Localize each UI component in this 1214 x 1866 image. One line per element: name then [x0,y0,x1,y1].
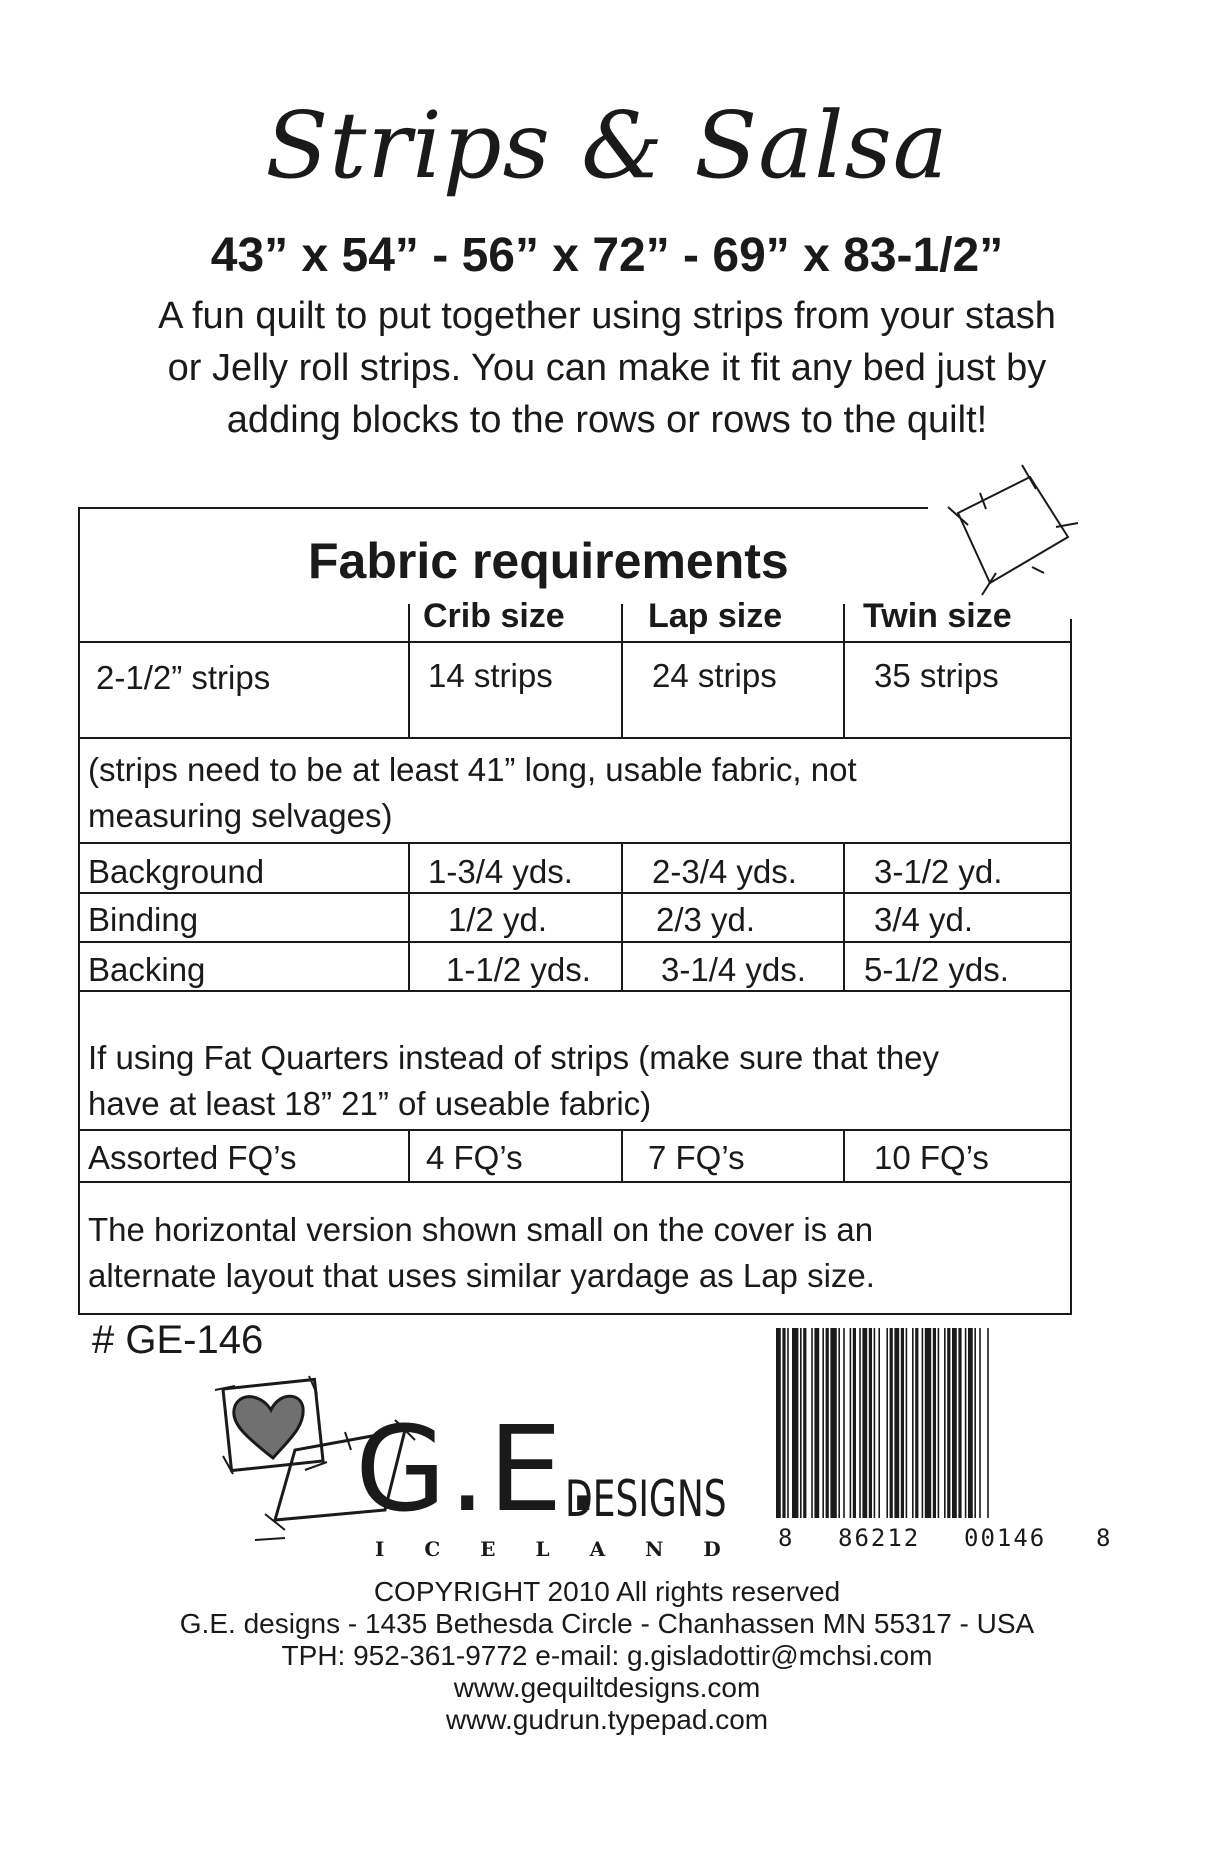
header-crib: Crib size [423,597,565,635]
strips-twin: 35 strips [874,657,999,694]
barcode-bar [915,1328,918,1518]
barcode-bar [803,1328,806,1518]
barcode-bar [933,1328,936,1518]
logo-country-text: ICELAND [375,1537,761,1561]
barcode-bar [886,1328,888,1518]
barcode-bar [974,1328,976,1518]
backing-label: Backing [88,951,206,988]
intro-line: adding blocks to the rows or rows to the quilt! [226,399,988,441]
barcode-bar [862,1328,867,1518]
website-line: www.gequiltdesigns.com [453,1672,761,1703]
fq-label: Assorted FQ’s [88,1139,297,1176]
barcode-bar [925,1328,931,1518]
barcode-bar [894,1328,899,1518]
background-crib: 1-3/4 yds. [428,853,573,890]
website-line: www.gudrun.typepad.com [445,1704,769,1735]
barcode-bar [800,1328,802,1518]
fq-lap: 7 FQ’s [648,1139,745,1176]
fabric-requirements-table [78,507,1072,1315]
barcode-bar [922,1328,924,1518]
header-lap: Lap size [648,597,783,635]
contact-line: TPH: 952-361-9772 e-mail: g.gisladottir@mchsi.com [281,1640,933,1671]
alternate-layout-note: The horizontal version shown small on the cover is an alternate layout that uses similar yardage as Lap size. [88,1211,875,1294]
barcode-bar [830,1328,836,1518]
intro-line: A fun quilt to put together using strips from your stash [158,295,1056,337]
barcode-bar [901,1328,904,1518]
background-label: Background [88,853,265,890]
barcode-bar [787,1328,789,1518]
barcode-bar [814,1328,819,1518]
barcode-bar [838,1328,840,1518]
background-twin: 3-1/2 yd. [874,853,1003,890]
barcode-bar [878,1328,880,1518]
barcode-bar [782,1328,785,1518]
binding-lap: 2/3 yd. [656,901,756,938]
fat-quarters-note: If using Fat Quarters instead of strips (make sure that they have at least 18” 21” of useable fabric) [88,1039,940,1122]
barcode-bar [965,1328,967,1518]
header-twin: Twin size [863,597,1012,635]
barcode [768,1328,1118,1558]
logo-designs-text: DESIGNS [565,1470,727,1528]
pattern-code: # GE-146 [92,1318,264,1362]
logo-ge-text: G.E. [355,1400,605,1538]
strips-crib: 14 strips [428,657,553,694]
binding-twin: 3/4 yd. [874,901,974,938]
quilt-sizes: 43” x 54” - 56” x 72” - 69” x 83-1/2” [210,229,1004,282]
backing-lap: 3-1/4 yds. [661,951,806,988]
barcode-bar [968,1328,973,1518]
strips-label: 2-1/2” strips [96,659,271,696]
binding-label: Binding [88,901,199,938]
barcode-bar [906,1328,908,1518]
intro-text [70,290,1144,446]
barcode-bar [947,1328,950,1518]
strips-lap: 24 strips [652,657,777,694]
barcode-right-group: 00146 [964,1524,1047,1552]
barcode-bar [826,1328,829,1518]
address-line: G.E. designs - 1435 Bethesda Circle - Chanhassen MN 55317 - USA [179,1608,1035,1639]
table-title: Fabric requirements [308,533,789,589]
intro-line: or Jelly roll strips. You can make it fit any bed just by [167,347,1047,389]
barcode-bar [843,1328,845,1518]
fq-crib: 4 FQ’s [426,1139,523,1176]
barcode-right-digit: 8 [1096,1524,1111,1552]
backing-crib: 1-1/2 yds. [446,951,591,988]
binding-crib: 1/2 yd. [448,901,548,938]
barcode-bar [890,1328,893,1518]
strips-note: (strips need to be at least 41” long, usable fabric, not measuring selvages) [88,751,857,834]
pattern-title: Strips & Salsa [265,92,949,199]
barcode-bar [822,1328,824,1518]
barcode-bar [987,1328,989,1518]
barcode-bar [958,1328,961,1518]
backing-twin: 5-1/2 yds. [864,951,1009,988]
barcode-bar [811,1328,813,1518]
barcode-bar [776,1328,781,1518]
barcode-bar [850,1328,852,1518]
barcode-bar [938,1328,940,1518]
barcode-bar [792,1328,798,1518]
barcode-bar [912,1328,914,1518]
barcode-bar [874,1328,876,1518]
fq-twin: 10 FQ’s [874,1139,989,1176]
barcode-bar [944,1328,946,1518]
barcode-left-digit: 8 [778,1524,793,1552]
barcode-bar [952,1328,957,1518]
copyright-line: COPYRIGHT 2010 All rights reserved [373,1576,841,1607]
barcode-bar [859,1328,861,1518]
barcode-bar [869,1328,872,1518]
barcode-left-group: 86212 [838,1524,921,1552]
barcode-bar [853,1328,856,1518]
background-lap: 2-3/4 yds. [652,853,797,890]
barcode-graphic [768,1328,1118,1558]
barcode-bar [979,1328,981,1518]
